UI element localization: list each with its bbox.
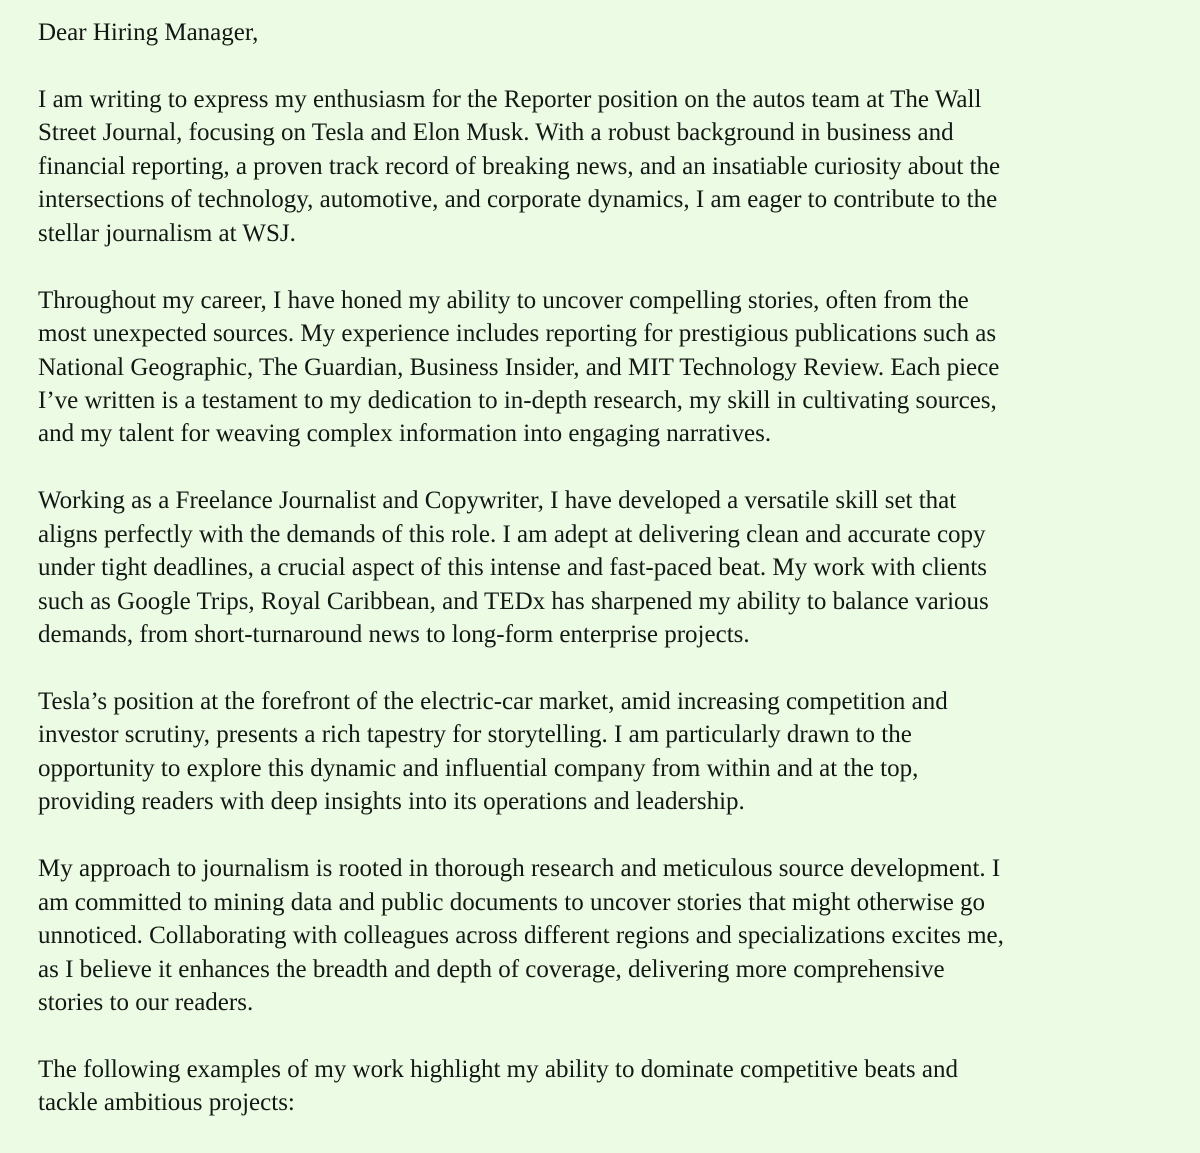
- paragraph-line: such as Google Trips, Royal Caribbean, and TEDx has sharpened my ability to balance various: [38, 587, 989, 615]
- paragraph-1: [38, 83, 1004, 250]
- paragraph-line: National Geographic, The Guardian, Business Insider, and MIT Technology Review. Each piece: [38, 353, 1000, 381]
- paragraph-6: [38, 1053, 1004, 1120]
- paragraph-line: am committed to mining data and public documents to uncover stories that might otherwise go: [38, 888, 986, 916]
- paragraph-line: most unexpected sources. My experience includes reporting for prestigious publications such as: [38, 320, 997, 348]
- salutation: [38, 16, 1004, 49]
- paragraph-line: unnoticed. Collaborating with colleagues across different regions and specializations excites me,: [38, 922, 1004, 950]
- paragraph-line: I’ve written is a testament to my dedication to in-depth research, my skill in cultivating sources,: [38, 386, 997, 414]
- paragraph-line: providing readers with deep insights into its operations and leadership.: [38, 788, 745, 816]
- paragraph-line: Street Journal, focusing on Tesla and Elon Musk. With a robust background in business and: [38, 119, 954, 147]
- paragraph-line: and my talent for weaving complex information into engaging narratives.: [38, 420, 772, 448]
- paragraph-line: stories to our readers.: [38, 989, 254, 1017]
- paragraph-line: Tesla’s position at the forefront of the electric-car market, amid increasing competition and: [38, 688, 948, 715]
- cover-letter: [38, 16, 1004, 1153]
- paragraph-4: [38, 685, 1004, 819]
- paragraph-line: demands, from short-turnaround news to long-form enterprise projects.: [38, 621, 750, 649]
- paragraph-line: as I believe it enhances the breadth and depth of coverage, delivering more comprehensive: [38, 955, 945, 983]
- paragraph-line: aligns perfectly with the demands of this role. I am adept at delivering clean and accurate copy: [38, 520, 986, 548]
- paragraph-line: The following examples of my work highlight my ability to dominate competitive beats and: [38, 1055, 958, 1083]
- paragraph-line: stellar journalism at WSJ.: [38, 219, 296, 247]
- paragraph-line: investor scrutiny, presents a rich tapestry for storytelling. I am particularly drawn to the: [38, 721, 912, 749]
- paragraph-line: intersections of technology, automotive, and corporate dynamics, I am eager to contribute to the: [38, 186, 998, 214]
- paragraph-5: [38, 852, 1004, 1019]
- paragraph-line: Working as a Freelance Journalist and Copywriter, I have developed a versatile skill set that: [38, 487, 957, 515]
- paragraph-2: [38, 284, 1004, 451]
- paragraph-line: Throughout my career, I have honed my ability to uncover compelling stories, often from the: [38, 286, 969, 314]
- paragraph-line: financial reporting, a proven track record of breaking news, and an insatiable curiosity about the: [38, 152, 1001, 180]
- salutation-text: Dear Hiring Manager,: [38, 19, 259, 46]
- paragraph-line: under tight deadlines, a crucial aspect of this intense and fast-paced beat. My work with clients: [38, 554, 987, 582]
- paragraph-line: opportunity to explore this dynamic and influential company from within and at the top,: [38, 754, 919, 782]
- paragraph-3: [38, 484, 1004, 651]
- paragraph-line: My approach to journalism is rooted in thorough research and meticulous source development. I: [38, 855, 1001, 883]
- paragraph-line: tackle ambitious projects:: [38, 1089, 295, 1117]
- paragraph-line: I am writing to express my enthusiasm for the Reporter position on the autos team at The Wall: [38, 85, 982, 113]
